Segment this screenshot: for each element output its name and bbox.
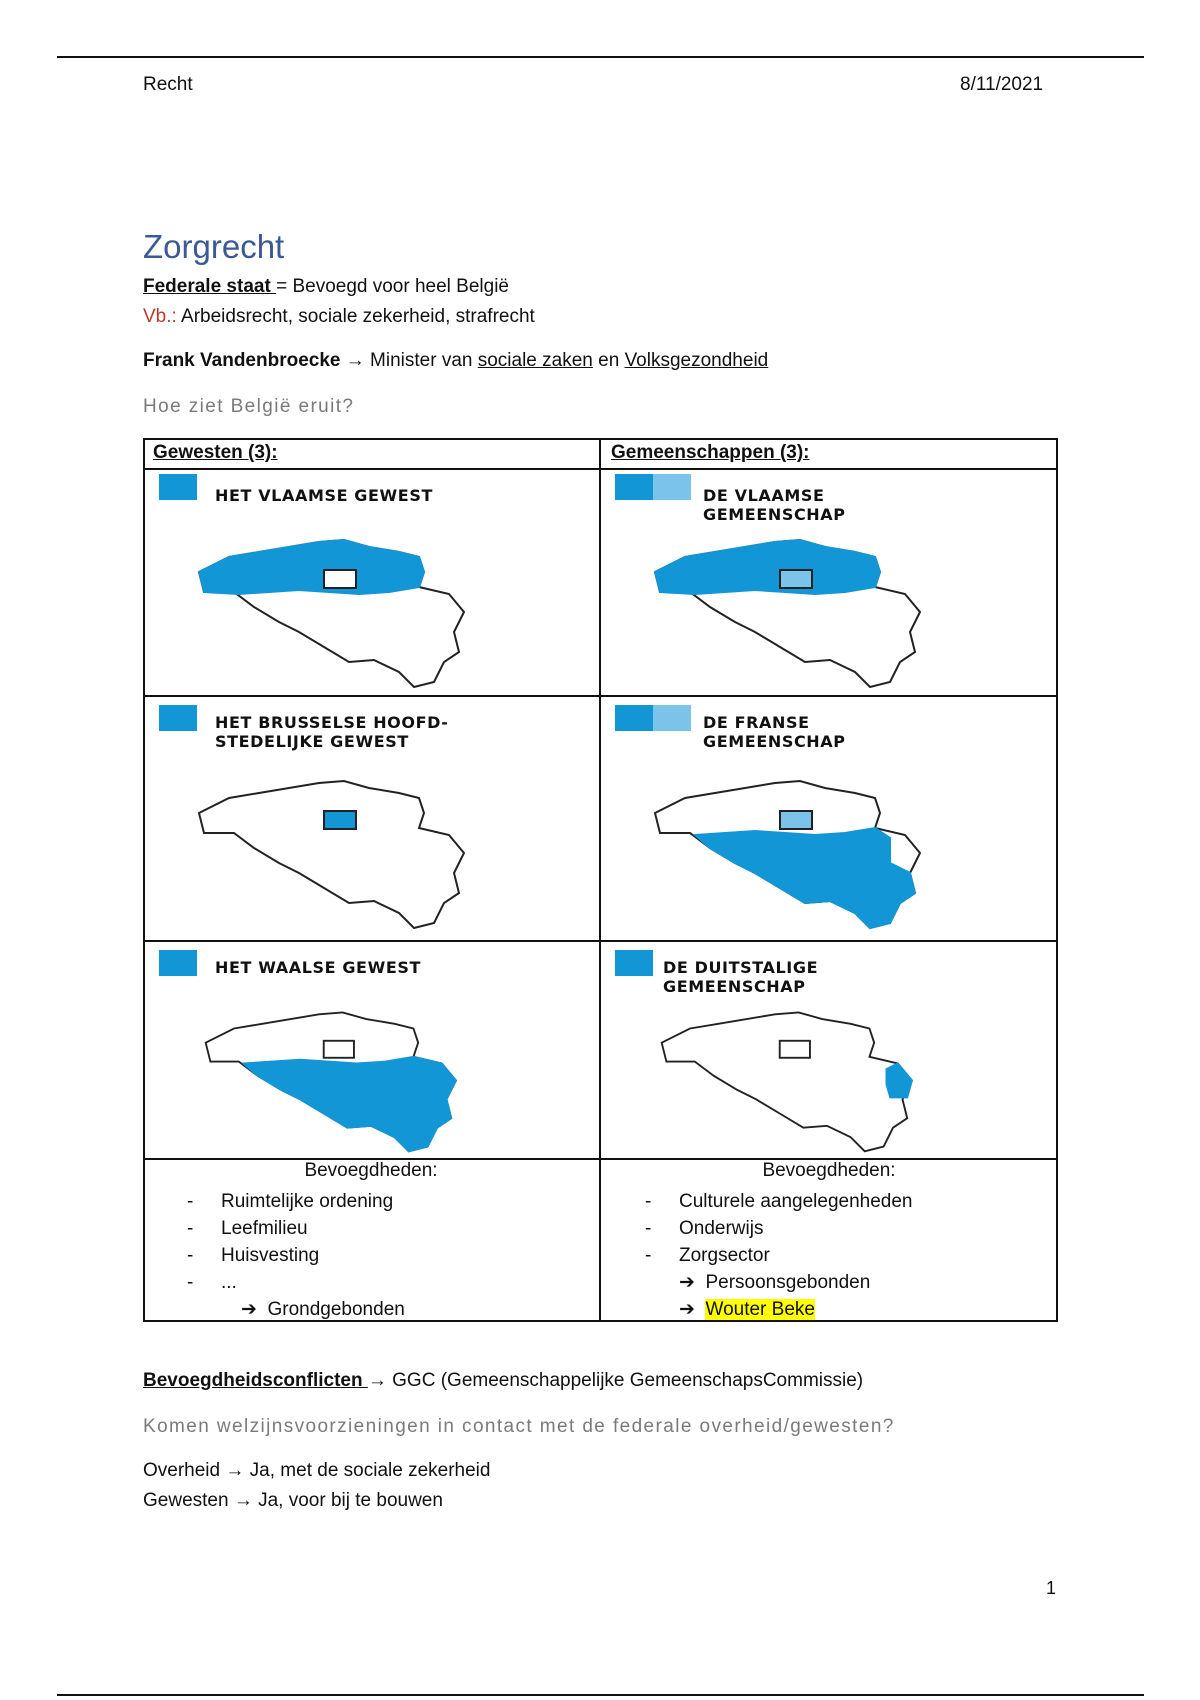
competence-label: Onderwijs [679, 1218, 764, 1239]
arrow-icon: → [340, 350, 371, 371]
map-german-community [605, 942, 950, 1156]
header-left: Recht [143, 74, 193, 95]
federal-line [143, 276, 509, 298]
competence-label: Ruimtelijke ordening [221, 1191, 394, 1212]
bullet: - [645, 1191, 652, 1212]
legend-swatch [615, 705, 653, 731]
minister-text-a: Minister van [370, 350, 478, 371]
sub-label: Persoonsgebonden [705, 1272, 871, 1293]
example-line [143, 306, 535, 328]
competence-label: ... [221, 1272, 237, 1293]
map-flemish-community [605, 470, 950, 694]
answer-text: Ja, met de sociale zekerheid [249, 1460, 491, 1481]
sub-item [645, 1296, 912, 1323]
communities-competences-title: Bevoegdheden: [762, 1160, 896, 1181]
arrow-icon: ➔ [241, 1299, 257, 1320]
federal-label: Federale staat [143, 276, 277, 297]
belgium-map-german-community [605, 986, 945, 1156]
minister-line [143, 350, 768, 372]
list-item [645, 1188, 912, 1215]
map-walloon-region [149, 942, 494, 1156]
minister-text-b: en [592, 350, 625, 371]
map-label: HET VLAAMSE GEWEST [215, 486, 433, 505]
highlighted-name: Wouter Beke [705, 1299, 815, 1320]
bullet: - [645, 1218, 652, 1239]
bullet: - [187, 1245, 194, 1266]
communities-header: Gemeenschappen (3): [611, 442, 810, 463]
bottom-rule [57, 1694, 1144, 1696]
legend-swatch-light [653, 705, 691, 731]
list-item [187, 1188, 405, 1215]
bullet: - [187, 1272, 194, 1293]
competence-label: Zorgsector [679, 1245, 770, 1266]
arrow-icon: → [220, 1460, 250, 1481]
answer-text: Ja, voor bij te bouwen [258, 1490, 443, 1511]
list-item [187, 1269, 405, 1296]
belgium-map-french-community [605, 753, 945, 933]
map-french-community [605, 697, 950, 939]
competence-label: Culturele aangelegenheden [679, 1191, 913, 1212]
belgium-map-wallonia [149, 986, 489, 1156]
legend-swatch [615, 474, 653, 500]
legend-swatch [159, 950, 197, 976]
regions-competences-list [187, 1188, 405, 1323]
belgium-map-flanders [149, 512, 489, 692]
bullet: - [187, 1218, 194, 1239]
header-date: 8/11/2021 [960, 74, 1044, 95]
top-rule [57, 56, 1144, 58]
answer-regions [143, 1490, 443, 1512]
minister-name: Frank Vandenbroecke [143, 350, 341, 371]
answer-label: Overheid [143, 1460, 221, 1481]
map-label: DE FRANSE GEMEENSCHAP [703, 713, 846, 751]
example-text: Arbeidsrecht, sociale zekerheid, strafrecht [176, 306, 535, 327]
map-label: DE VLAAMSE GEMEENSCHAP [703, 486, 846, 524]
page-title: Zorgrecht [143, 228, 285, 265]
belgium-table [143, 438, 1058, 1322]
conflicts-label: Bevoegdheidsconflicten [143, 1370, 368, 1391]
sub-item [645, 1269, 912, 1296]
map-label: HET WAALSE GEWEST [215, 958, 421, 977]
competence-label: Leefmilieu [221, 1218, 308, 1239]
federal-text: = Bevoegd voor heel België [276, 276, 509, 297]
example-label: Vb.: [143, 306, 177, 327]
arrow-icon: ➔ [679, 1272, 695, 1293]
sub-label: Grondgebonden [267, 1299, 405, 1320]
conflicts-text: GGC (Gemeenschappelijke GemeenschapsCommissie) [386, 1370, 864, 1391]
arrow-icon: ➔ [679, 1299, 695, 1320]
sub-item [187, 1296, 405, 1323]
conflicts-line [143, 1370, 863, 1392]
regions-header: Gewesten (3): [153, 442, 278, 463]
communities-competences-list [645, 1188, 912, 1323]
answer-government [143, 1460, 490, 1482]
map-flemish-region [149, 470, 494, 694]
regions-competences-title: Bevoegdheden: [304, 1160, 438, 1181]
list-item [187, 1215, 405, 1242]
bullet: - [187, 1191, 194, 1212]
legend-swatch-light [653, 474, 691, 500]
minister-link-a: sociale zaken [477, 350, 593, 371]
answer-label: Gewesten [143, 1490, 229, 1511]
list-item [645, 1215, 912, 1242]
legend-swatch [159, 474, 197, 500]
map-label: DE DUITSTALIGE GEMEENSCHAP [663, 958, 819, 996]
list-item [187, 1242, 405, 1269]
arrow-icon: → [367, 1370, 387, 1391]
map-label: HET BRUSSELSE HOOFD- STEDELIJKE GEWEST [215, 713, 449, 751]
map-brussels-region [149, 697, 494, 939]
legend-swatch [159, 705, 197, 731]
belgium-map-flemish-community [605, 512, 945, 692]
belgium-map-brussels [149, 753, 489, 933]
bullet: - [645, 1245, 652, 1266]
competence-label: Huisvesting [221, 1245, 320, 1266]
arrow-icon: → [228, 1490, 259, 1511]
list-item [645, 1242, 912, 1269]
question-welfare: Komen welzijnsvoorzieningen in contact met de federale overheid/gewesten? [143, 1416, 895, 1437]
question-belgium: Hoe ziet België eruit? [143, 396, 355, 417]
legend-swatch [615, 950, 653, 976]
page-number: 1 [1046, 1578, 1057, 1598]
minister-link-b: Volksgezondheid [624, 350, 769, 371]
